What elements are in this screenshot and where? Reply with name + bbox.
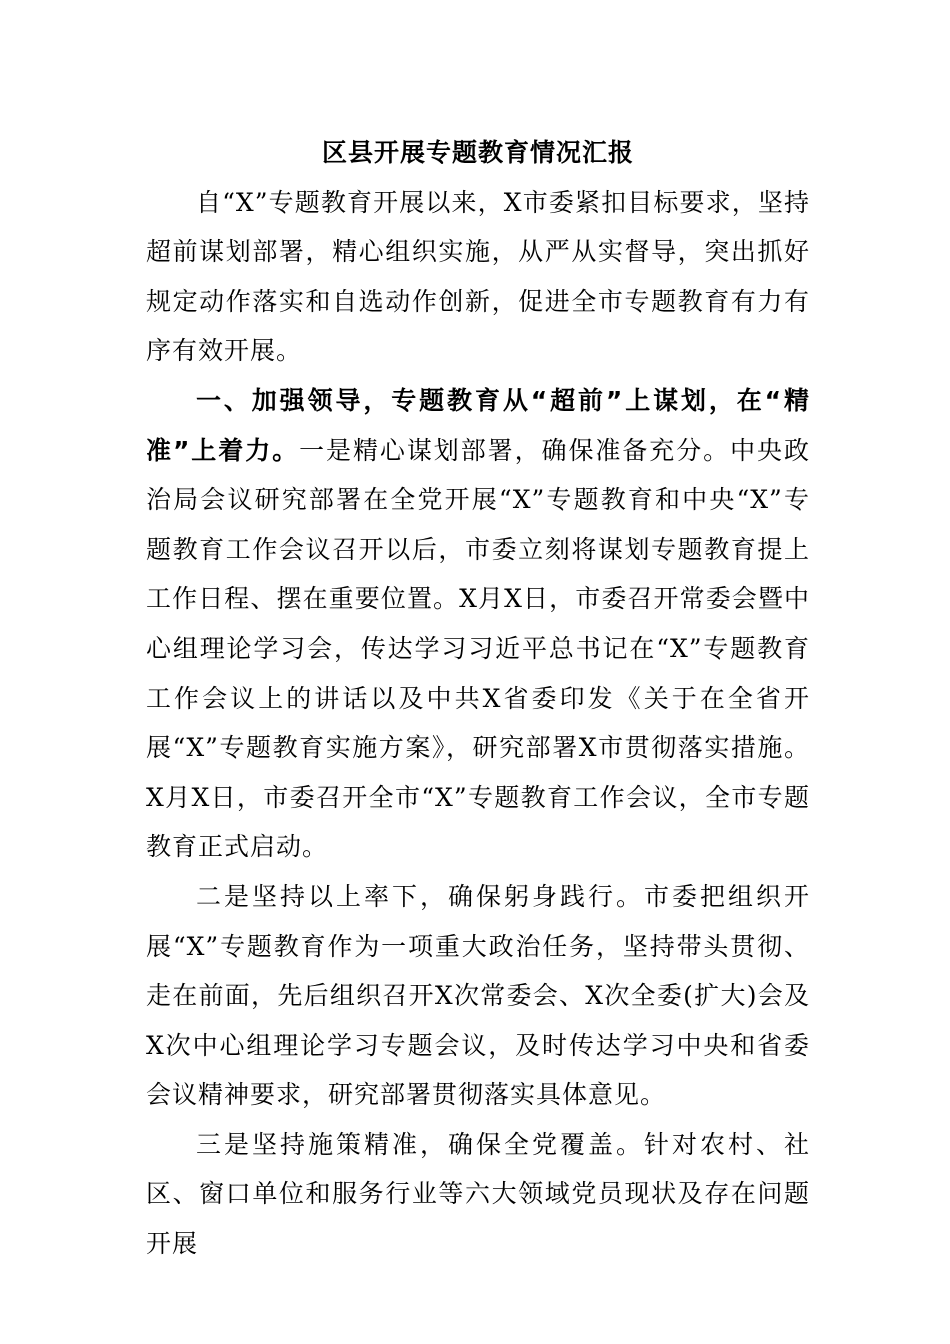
- document-title: 区县开展专题教育情况汇报: [321, 138, 634, 167]
- paragraph-section-one: [146, 376, 810, 872]
- paragraph-point-two: [146, 872, 810, 1120]
- paragraph-point-three: [146, 1120, 810, 1269]
- paragraph-intro: [146, 178, 810, 376]
- paragraph-text: 三是坚持施策精准，确保全党覆盖。针对农村、社区、窗口单位和服务行业等六大领域党员现状及存在问题开展: [146, 1129, 810, 1259]
- paragraph-text: 一是精心谋划部署，确保准备充分。中央政治局会议研究部署在全党开展“X”专题教育和中央“X”专题教育工作会议召开以后，市委立刻将谋划专题教育提上工作日程、摆在重要位置。X月X日，市委召开常委会暨中心组理论学习会，传达学习习近平总书记在“X”专题教育工作会议上的讲话以及中共X省委印发《关于在全省开展“X”专题教育实施方案》，研究部署X市贯彻落实措施。X月X日，市委召开全市“X”专题教育工作会议，全市专题教育正式启动。: [146, 435, 810, 862]
- paragraph-text: 二是坚持以上率下，确保躬身践行。市委把组织开展“X”专题教育作为一项重大政治任务，坚持带头贯彻、走在前面，先后组织召开X次常委会、X次全委(扩大)会及X次中心组理论学习专题会议，及时传达学习中央和省委会议精神要求，研究部署贯彻落实具体意见。: [146, 881, 810, 1110]
- document-body: [146, 128, 810, 1269]
- paragraph-text: 自“X”专题教育开展以来，X市委紧扣目标要求，坚持超前谋划部署，精心组织实施，从严从实督导，突出抓好规定动作落实和自选动作创新，促进全市专题教育有力有序有效开展。: [146, 187, 810, 366]
- section-heading: 一、加强领导，专题教育从“超前”上谋划，在“精准”上着力。: [146, 385, 810, 465]
